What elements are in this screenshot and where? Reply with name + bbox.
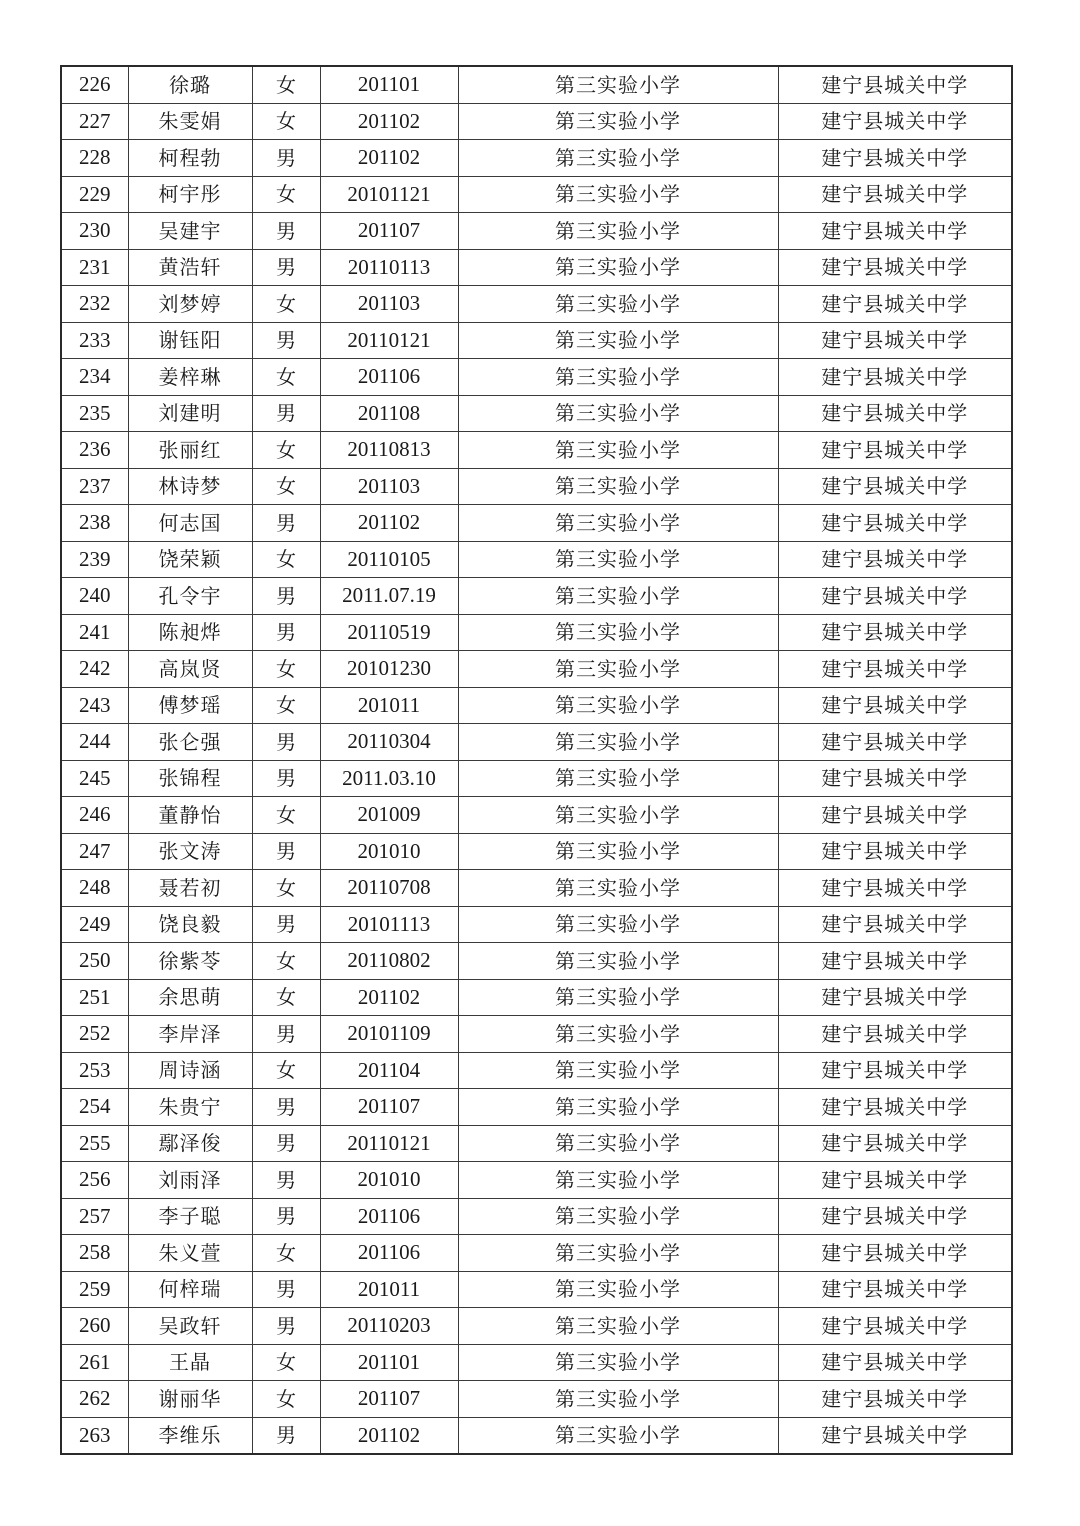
- primary-school-cell: 第三实验小学: [458, 979, 778, 1016]
- row-number-cell: 262: [61, 1381, 128, 1418]
- primary-school-cell: 第三实验小学: [458, 687, 778, 724]
- assigned-middle-school-cell: 建宁县城关中学: [778, 541, 1012, 578]
- birth-date-cell: 201011: [320, 687, 458, 724]
- row-number-cell: 228: [61, 140, 128, 177]
- row-number-cell: 235: [61, 395, 128, 432]
- birth-date-cell: 201102: [320, 505, 458, 542]
- primary-school-cell: 第三实验小学: [458, 943, 778, 980]
- birth-date-cell: 201102: [320, 140, 458, 177]
- birth-date-cell: 201102: [320, 979, 458, 1016]
- row-number-cell: 247: [61, 833, 128, 870]
- table-row: [61, 176, 1012, 213]
- row-number-cell: 258: [61, 1235, 128, 1272]
- table-row: [61, 578, 1012, 615]
- student-name-cell: 刘建明: [128, 395, 252, 432]
- birth-date-cell: 20101109: [320, 1016, 458, 1053]
- student-name-cell: 姜梓琳: [128, 359, 252, 396]
- assigned-middle-school-cell: 建宁县城关中学: [778, 1052, 1012, 1089]
- student-name-cell: 李维乐: [128, 1417, 252, 1454]
- student-name-cell: 何志国: [128, 505, 252, 542]
- student-name-cell: 朱义萱: [128, 1235, 252, 1272]
- table-row: [61, 906, 1012, 943]
- table-row: [61, 614, 1012, 651]
- row-number-cell: 261: [61, 1344, 128, 1381]
- gender-cell: 女: [252, 943, 320, 980]
- gender-cell: 男: [252, 140, 320, 177]
- table-row: [61, 1016, 1012, 1053]
- assigned-middle-school-cell: 建宁县城关中学: [778, 1381, 1012, 1418]
- birth-date-cell: 201106: [320, 1198, 458, 1235]
- student-name-cell: 王晶: [128, 1344, 252, 1381]
- student-name-cell: 吴政轩: [128, 1308, 252, 1345]
- primary-school-cell: 第三实验小学: [458, 1344, 778, 1381]
- assigned-middle-school-cell: 建宁县城关中学: [778, 1125, 1012, 1162]
- row-number-cell: 246: [61, 797, 128, 834]
- student-name-cell: 刘梦婷: [128, 286, 252, 323]
- birth-date-cell: 201103: [320, 468, 458, 505]
- primary-school-cell: 第三实验小学: [458, 833, 778, 870]
- student-name-cell: 陈昶烨: [128, 614, 252, 651]
- gender-cell: 男: [252, 1089, 320, 1126]
- table-row: [61, 979, 1012, 1016]
- birth-date-cell: 201107: [320, 1089, 458, 1126]
- primary-school-cell: 第三实验小学: [458, 322, 778, 359]
- birth-date-cell: 201101: [320, 1344, 458, 1381]
- birth-date-cell: 20110121: [320, 322, 458, 359]
- row-number-cell: 226: [61, 66, 128, 103]
- table-row: [61, 395, 1012, 432]
- birth-date-cell: 201104: [320, 1052, 458, 1089]
- primary-school-cell: 第三实验小学: [458, 578, 778, 615]
- birth-date-cell: 201102: [320, 103, 458, 140]
- birth-date-cell: 20110802: [320, 943, 458, 980]
- birth-date-cell: 20110121: [320, 1125, 458, 1162]
- birth-date-cell: 20110113: [320, 249, 458, 286]
- gender-cell: 女: [252, 1344, 320, 1381]
- birth-date-cell: 20101113: [320, 906, 458, 943]
- gender-cell: 女: [252, 979, 320, 1016]
- primary-school-cell: 第三实验小学: [458, 1417, 778, 1454]
- primary-school-cell: 第三实验小学: [458, 797, 778, 834]
- primary-school-cell: 第三实验小学: [458, 1016, 778, 1053]
- primary-school-cell: 第三实验小学: [458, 1125, 778, 1162]
- assigned-middle-school-cell: 建宁县城关中学: [778, 286, 1012, 323]
- row-number-cell: 230: [61, 213, 128, 250]
- primary-school-cell: 第三实验小学: [458, 1308, 778, 1345]
- row-number-cell: 236: [61, 432, 128, 469]
- assigned-middle-school-cell: 建宁县城关中学: [778, 103, 1012, 140]
- student-name-cell: 谢丽华: [128, 1381, 252, 1418]
- row-number-cell: 257: [61, 1198, 128, 1235]
- student-name-cell: 董静怡: [128, 797, 252, 834]
- gender-cell: 女: [252, 687, 320, 724]
- table-row: [61, 249, 1012, 286]
- assigned-middle-school-cell: 建宁县城关中学: [778, 176, 1012, 213]
- gender-cell: 男: [252, 249, 320, 286]
- gender-cell: 男: [252, 322, 320, 359]
- assigned-middle-school-cell: 建宁县城关中学: [778, 505, 1012, 542]
- assigned-middle-school-cell: 建宁县城关中学: [778, 1271, 1012, 1308]
- birth-date-cell: 20110519: [320, 614, 458, 651]
- student-name-cell: 柯宇彤: [128, 176, 252, 213]
- primary-school-cell: 第三实验小学: [458, 1271, 778, 1308]
- birth-date-cell: 201010: [320, 1162, 458, 1199]
- assigned-middle-school-cell: 建宁县城关中学: [778, 760, 1012, 797]
- assigned-middle-school-cell: 建宁县城关中学: [778, 1162, 1012, 1199]
- row-number-cell: 232: [61, 286, 128, 323]
- gender-cell: 男: [252, 1198, 320, 1235]
- assigned-middle-school-cell: 建宁县城关中学: [778, 1417, 1012, 1454]
- table-row: [61, 1052, 1012, 1089]
- row-number-cell: 248: [61, 870, 128, 907]
- table-row: [61, 1235, 1012, 1272]
- row-number-cell: 234: [61, 359, 128, 396]
- row-number-cell: 251: [61, 979, 128, 1016]
- table-row: [61, 1162, 1012, 1199]
- primary-school-cell: 第三实验小学: [458, 176, 778, 213]
- gender-cell: 女: [252, 176, 320, 213]
- primary-school-cell: 第三实验小学: [458, 359, 778, 396]
- gender-cell: 男: [252, 505, 320, 542]
- gender-cell: 男: [252, 1016, 320, 1053]
- gender-cell: 女: [252, 541, 320, 578]
- table-row: [61, 833, 1012, 870]
- primary-school-cell: 第三实验小学: [458, 1381, 778, 1418]
- gender-cell: 女: [252, 103, 320, 140]
- gender-cell: 男: [252, 760, 320, 797]
- row-number-cell: 237: [61, 468, 128, 505]
- table-row: [61, 1271, 1012, 1308]
- primary-school-cell: 第三实验小学: [458, 103, 778, 140]
- student-name-cell: 鄢泽俊: [128, 1125, 252, 1162]
- primary-school-cell: 第三实验小学: [458, 66, 778, 103]
- primary-school-cell: 第三实验小学: [458, 468, 778, 505]
- birth-date-cell: 20110304: [320, 724, 458, 761]
- student-name-cell: 柯程勃: [128, 140, 252, 177]
- row-number-cell: 256: [61, 1162, 128, 1199]
- birth-date-cell: 201102: [320, 1417, 458, 1454]
- gender-cell: 女: [252, 66, 320, 103]
- gender-cell: 男: [252, 213, 320, 250]
- assigned-middle-school-cell: 建宁县城关中学: [778, 1344, 1012, 1381]
- table-row: [61, 1381, 1012, 1418]
- birth-date-cell: 20110708: [320, 870, 458, 907]
- assigned-middle-school-cell: 建宁县城关中学: [778, 724, 1012, 761]
- row-number-cell: 255: [61, 1125, 128, 1162]
- assigned-middle-school-cell: 建宁县城关中学: [778, 943, 1012, 980]
- student-name-cell: 高岚贤: [128, 651, 252, 688]
- table-row: [61, 286, 1012, 323]
- assigned-middle-school-cell: 建宁县城关中学: [778, 797, 1012, 834]
- gender-cell: 女: [252, 1235, 320, 1272]
- assigned-middle-school-cell: 建宁县城关中学: [778, 614, 1012, 651]
- student-name-cell: 朱雯娟: [128, 103, 252, 140]
- student-name-cell: 傅梦瑶: [128, 687, 252, 724]
- student-name-cell: 张锦程: [128, 760, 252, 797]
- birth-date-cell: 201011: [320, 1271, 458, 1308]
- table-row: [61, 870, 1012, 907]
- gender-cell: 男: [252, 578, 320, 615]
- row-number-cell: 229: [61, 176, 128, 213]
- birth-date-cell: 20110813: [320, 432, 458, 469]
- primary-school-cell: 第三实验小学: [458, 1235, 778, 1272]
- student-name-cell: 吴建宇: [128, 213, 252, 250]
- table-row: [61, 103, 1012, 140]
- gender-cell: 男: [252, 1308, 320, 1345]
- student-name-cell: 张文涛: [128, 833, 252, 870]
- primary-school-cell: 第三实验小学: [458, 651, 778, 688]
- birth-date-cell: 201101: [320, 66, 458, 103]
- student-name-cell: 饶良毅: [128, 906, 252, 943]
- table-row: [61, 468, 1012, 505]
- row-number-cell: 227: [61, 103, 128, 140]
- student-name-cell: 朱贵宁: [128, 1089, 252, 1126]
- birth-date-cell: 20110203: [320, 1308, 458, 1345]
- assigned-middle-school-cell: 建宁县城关中学: [778, 833, 1012, 870]
- row-number-cell: 243: [61, 687, 128, 724]
- birth-date-cell: 2011.07.19: [320, 578, 458, 615]
- assigned-middle-school-cell: 建宁县城关中学: [778, 651, 1012, 688]
- birth-date-cell: 201107: [320, 1381, 458, 1418]
- assigned-middle-school-cell: 建宁县城关中学: [778, 1016, 1012, 1053]
- row-number-cell: 254: [61, 1089, 128, 1126]
- gender-cell: 男: [252, 395, 320, 432]
- table-row: [61, 213, 1012, 250]
- row-number-cell: 250: [61, 943, 128, 980]
- student-name-cell: 徐紫苓: [128, 943, 252, 980]
- student-name-cell: 张仑强: [128, 724, 252, 761]
- gender-cell: 女: [252, 1381, 320, 1418]
- row-number-cell: 241: [61, 614, 128, 651]
- row-number-cell: 252: [61, 1016, 128, 1053]
- gender-cell: 女: [252, 1052, 320, 1089]
- primary-school-cell: 第三实验小学: [458, 760, 778, 797]
- primary-school-cell: 第三实验小学: [458, 213, 778, 250]
- primary-school-cell: 第三实验小学: [458, 505, 778, 542]
- table-row: [61, 1089, 1012, 1126]
- student-name-cell: 李子聪: [128, 1198, 252, 1235]
- primary-school-cell: 第三实验小学: [458, 614, 778, 651]
- table-row: [61, 359, 1012, 396]
- birth-date-cell: 201009: [320, 797, 458, 834]
- primary-school-cell: 第三实验小学: [458, 724, 778, 761]
- assigned-middle-school-cell: 建宁县城关中学: [778, 66, 1012, 103]
- assigned-middle-school-cell: 建宁县城关中学: [778, 870, 1012, 907]
- assigned-middle-school-cell: 建宁县城关中学: [778, 359, 1012, 396]
- assigned-middle-school-cell: 建宁县城关中学: [778, 906, 1012, 943]
- birth-date-cell: 2011.03.10: [320, 760, 458, 797]
- assigned-middle-school-cell: 建宁县城关中学: [778, 468, 1012, 505]
- primary-school-cell: 第三实验小学: [458, 906, 778, 943]
- table-row: [61, 1344, 1012, 1381]
- gender-cell: 女: [252, 797, 320, 834]
- gender-cell: 男: [252, 906, 320, 943]
- table-row: [61, 1308, 1012, 1345]
- birth-date-cell: 201108: [320, 395, 458, 432]
- student-name-cell: 李岸泽: [128, 1016, 252, 1053]
- row-number-cell: 245: [61, 760, 128, 797]
- table-row: [61, 322, 1012, 359]
- assigned-middle-school-cell: 建宁县城关中学: [778, 213, 1012, 250]
- table-row: [61, 651, 1012, 688]
- student-name-cell: 张丽红: [128, 432, 252, 469]
- table-row: [61, 1417, 1012, 1454]
- gender-cell: 女: [252, 870, 320, 907]
- gender-cell: 男: [252, 614, 320, 651]
- student-name-cell: 饶荣颖: [128, 541, 252, 578]
- birth-date-cell: 201107: [320, 213, 458, 250]
- table-row: [61, 943, 1012, 980]
- birth-date-cell: 20101230: [320, 651, 458, 688]
- row-number-cell: 239: [61, 541, 128, 578]
- student-name-cell: 何梓瑞: [128, 1271, 252, 1308]
- assigned-middle-school-cell: 建宁县城关中学: [778, 1089, 1012, 1126]
- row-number-cell: 263: [61, 1417, 128, 1454]
- row-number-cell: 238: [61, 505, 128, 542]
- primary-school-cell: 第三实验小学: [458, 249, 778, 286]
- primary-school-cell: 第三实验小学: [458, 140, 778, 177]
- table-row: [61, 1198, 1012, 1235]
- table-row: [61, 1125, 1012, 1162]
- row-number-cell: 240: [61, 578, 128, 615]
- primary-school-cell: 第三实验小学: [458, 432, 778, 469]
- primary-school-cell: 第三实验小学: [458, 870, 778, 907]
- primary-school-cell: 第三实验小学: [458, 286, 778, 323]
- assigned-middle-school-cell: 建宁县城关中学: [778, 578, 1012, 615]
- table-row: [61, 687, 1012, 724]
- assigned-middle-school-cell: 建宁县城关中学: [778, 432, 1012, 469]
- gender-cell: 男: [252, 1271, 320, 1308]
- table-row: [61, 724, 1012, 761]
- student-name-cell: 聂若初: [128, 870, 252, 907]
- assigned-middle-school-cell: 建宁县城关中学: [778, 979, 1012, 1016]
- primary-school-cell: 第三实验小学: [458, 1089, 778, 1126]
- gender-cell: 男: [252, 1125, 320, 1162]
- student-list-table: [60, 65, 1013, 1455]
- table-row: [61, 505, 1012, 542]
- assigned-middle-school-cell: 建宁县城关中学: [778, 1308, 1012, 1345]
- table-row: [61, 760, 1012, 797]
- primary-school-cell: 第三实验小学: [458, 1162, 778, 1199]
- row-number-cell: 231: [61, 249, 128, 286]
- table-row: [61, 66, 1012, 103]
- birth-date-cell: 201106: [320, 1235, 458, 1272]
- student-name-cell: 黄浩轩: [128, 249, 252, 286]
- gender-cell: 女: [252, 432, 320, 469]
- table-row: [61, 541, 1012, 578]
- student-name-cell: 周诗涵: [128, 1052, 252, 1089]
- row-number-cell: 242: [61, 651, 128, 688]
- table-row: [61, 140, 1012, 177]
- gender-cell: 男: [252, 1417, 320, 1454]
- student-name-cell: 徐璐: [128, 66, 252, 103]
- table-row: [61, 432, 1012, 469]
- assigned-middle-school-cell: 建宁县城关中学: [778, 322, 1012, 359]
- birth-date-cell: 201103: [320, 286, 458, 323]
- assigned-middle-school-cell: 建宁县城关中学: [778, 395, 1012, 432]
- birth-date-cell: 201106: [320, 359, 458, 396]
- row-number-cell: 260: [61, 1308, 128, 1345]
- gender-cell: 男: [252, 724, 320, 761]
- primary-school-cell: 第三实验小学: [458, 541, 778, 578]
- student-name-cell: 孔令宇: [128, 578, 252, 615]
- gender-cell: 女: [252, 286, 320, 323]
- table-row: [61, 797, 1012, 834]
- assigned-middle-school-cell: 建宁县城关中学: [778, 249, 1012, 286]
- assigned-middle-school-cell: 建宁县城关中学: [778, 1235, 1012, 1272]
- gender-cell: 女: [252, 651, 320, 688]
- student-name-cell: 林诗梦: [128, 468, 252, 505]
- primary-school-cell: 第三实验小学: [458, 395, 778, 432]
- birth-date-cell: 20110105: [320, 541, 458, 578]
- gender-cell: 男: [252, 833, 320, 870]
- gender-cell: 女: [252, 359, 320, 396]
- student-name-cell: 谢钰阳: [128, 322, 252, 359]
- student-name-cell: 余思萌: [128, 979, 252, 1016]
- gender-cell: 男: [252, 1162, 320, 1199]
- gender-cell: 女: [252, 468, 320, 505]
- assigned-middle-school-cell: 建宁县城关中学: [778, 1198, 1012, 1235]
- primary-school-cell: 第三实验小学: [458, 1198, 778, 1235]
- student-list-body: [61, 66, 1012, 1454]
- birth-date-cell: 201010: [320, 833, 458, 870]
- row-number-cell: 244: [61, 724, 128, 761]
- row-number-cell: 249: [61, 906, 128, 943]
- student-name-cell: 刘雨泽: [128, 1162, 252, 1199]
- assigned-middle-school-cell: 建宁县城关中学: [778, 140, 1012, 177]
- row-number-cell: 259: [61, 1271, 128, 1308]
- birth-date-cell: 20101121: [320, 176, 458, 213]
- assigned-middle-school-cell: 建宁县城关中学: [778, 687, 1012, 724]
- primary-school-cell: 第三实验小学: [458, 1052, 778, 1089]
- row-number-cell: 233: [61, 322, 128, 359]
- row-number-cell: 253: [61, 1052, 128, 1089]
